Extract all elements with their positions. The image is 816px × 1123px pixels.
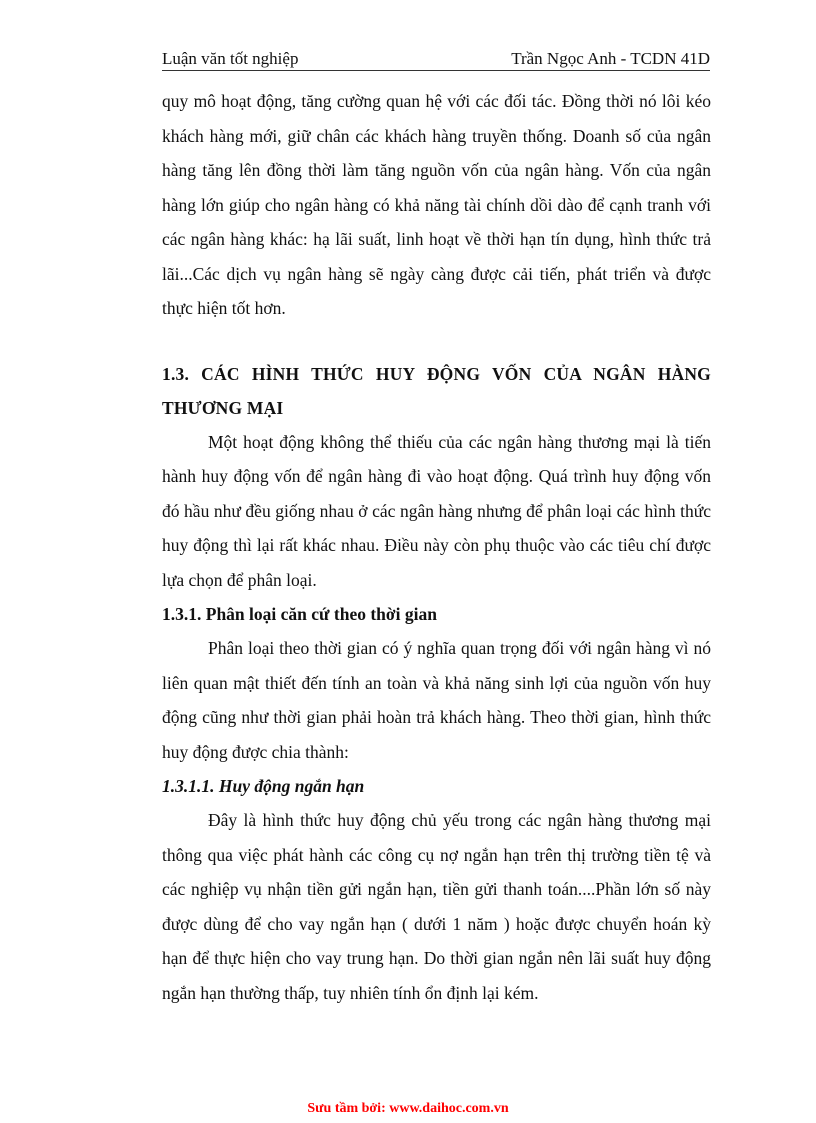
page-header <box>162 48 710 71</box>
header-author: Trần Ngọc Anh - TCDN 41D <box>511 49 710 68</box>
subsubsection-heading: 1.3.1.1. Huy động ngắn hạn <box>162 776 365 796</box>
page-footer <box>0 1101 816 1117</box>
footer-label: Sưu tầm bởi: <box>307 1101 390 1116</box>
footer-website-link[interactable]: www.daihoc.com.vn <box>389 1101 509 1116</box>
section-heading: 1.3. CÁC HÌNH THỨC HUY ĐỘNG VỐN CỦA NGÂN HÀNG THƯƠNG MẠI <box>162 363 711 418</box>
header-thesis-label: Luận văn tốt nghiệp <box>162 49 299 68</box>
body-paragraph: quy mô hoạt động, tăng cường quan hệ với các đối tác. Đồng thời nó lôi kéo khách hàng mới, giữ chân các khách hàng truyền thống. Doanh số của ngân hàng tăng lên đồng thời làm tăng nguồn vốn của ngân hàng. Vốn của ngân hàng lớn giúp cho ngân hàng có khả năng tài chính dồi dào để cạnh tranh với các ngân hàng khác: hạ lãi suất, linh hoạt về thời hạn tín dụng, hình thức trả lãi...Các dịch vụ ngân hàng sẽ ngày càng được cải tiến, phát triển và được thực hiện tốt hơn. <box>162 91 711 318</box>
body-paragraph: Đây là hình thức huy động chủ yếu trong các ngân hàng thương mại thông qua việc phát hành các công cụ nợ ngắn hạn trên thị trường tiền tệ và các nghiệp vụ nhận tiền gửi ngắn hạn, tiền gửi thanh toán....Phần lớn số này được dùng để cho vay ngắn hạn ( dưới 1 năm ) hoặc được chuyển hoán kỳ hạn để thực hiện cho vay trung hạn. Do thời gian ngắn nên lãi suất huy động ngắn hạn thường thấp, tuy nhiên tính ổn định lại kém. <box>162 810 711 1003</box>
body-paragraph: Một hoạt động không thể thiếu của các ngân hàng thương mại là tiến hành huy động vốn để ngân hàng đi vào hoạt động. Quá trình huy động vốn đó hầu như đều giống nhau ở các ngân hàng nhưng để phân loại các hình thức huy động thì lại rất khác nhau. Điều này còn phụ thuộc vào các tiêu chí được lựa chọn để phân loại. <box>162 431 711 590</box>
subsection-heading: 1.3.1. Phân loại căn cứ theo thời gian <box>162 604 437 624</box>
body-paragraph: Phân loại theo thời gian có ý nghĩa quan trọng đối với ngân hàng vì nó liên quan mật thiết đến tính an toàn và khả năng sinh lợi của nguồn vốn huy động cũng như thời gian phải hoàn trả khách hàng. Theo thời gian, hình thức huy động được chia thành: <box>162 638 711 762</box>
page-content <box>162 84 711 1010</box>
